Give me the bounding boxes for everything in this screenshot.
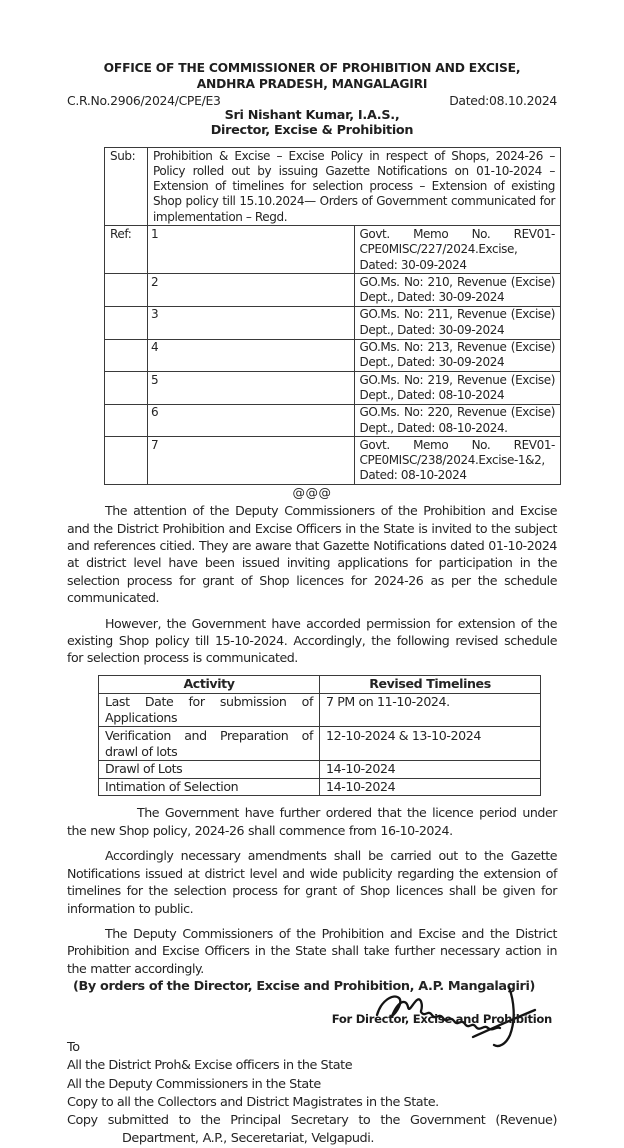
activity-header: Activity bbox=[99, 675, 320, 693]
reference-row bbox=[105, 306, 561, 339]
office-header bbox=[67, 60, 557, 92]
file-number-row bbox=[67, 93, 557, 109]
reference-row bbox=[105, 339, 561, 372]
revised-timelines-header: Revised Timelines bbox=[320, 675, 541, 693]
reference-number: 5 bbox=[148, 372, 355, 405]
reference-text: Govt. Memo No. REV01-CPE0MISC/227/2024.Excise, Dated: 30-09-2024 bbox=[354, 226, 561, 274]
reference-text: GO.Ms. No: 219, Revenue (Excise) Dept., Dated: 08-10-2024 bbox=[354, 372, 561, 405]
addressee-line: Copy to all the Collectors and District Magistrates in the State. bbox=[67, 1094, 439, 1110]
reference-number: 4 bbox=[148, 339, 355, 372]
reference-label-empty bbox=[105, 437, 148, 485]
for-director-line: For Director, Excise and Prohibition bbox=[331, 1012, 552, 1027]
by-orders-line: (By orders of the Director, Excise and Prohibition, A.P. Mangalagiri) bbox=[73, 979, 536, 995]
reference-row bbox=[105, 404, 561, 437]
timeline-cell: 14-10-2024 bbox=[320, 760, 541, 778]
reference-label-empty bbox=[105, 404, 148, 437]
reference-row bbox=[105, 372, 561, 405]
addressees-block bbox=[67, 1039, 557, 1148]
reference-row bbox=[105, 274, 561, 307]
activity-cell: Drawl of Lots bbox=[99, 760, 320, 778]
reference-row bbox=[105, 437, 561, 485]
addressee-line: All the Deputy Commissioners in the State bbox=[67, 1076, 321, 1092]
paragraph-extension-permission: However, the Government have accorded permission for extension of the existing Shop policy till 15-10-2024. Accordingly, the following revised schedule for selection process is communicated. bbox=[67, 615, 557, 666]
reference-number: 7 bbox=[148, 437, 355, 485]
office-title-line2: ANDHRA PRADESH, MANGALAGIRI bbox=[196, 77, 428, 91]
reference-text: GO.Ms. No: 220, Revenue (Excise) Dept., Dated: 08-10-2024. bbox=[354, 404, 561, 437]
timeline-row bbox=[99, 693, 541, 727]
activity-cell: Last Date for submission of Applications bbox=[99, 693, 320, 727]
separator-symbol: @@@ bbox=[292, 485, 332, 501]
reference-number: 2 bbox=[148, 274, 355, 307]
paragraph-necessary-action: The Deputy Commissioners of the Prohibition and Excise and the District Prohibition and Excise Officers in the State shall take further necessary action in the matter accordingly. bbox=[67, 925, 557, 976]
subject-label: Sub: bbox=[105, 148, 148, 226]
officer-name: Sri Nishant Kumar, I.A.S., bbox=[224, 108, 400, 123]
copy-submitted-line: Copy submitted to the Principal Secretary to the Government (Revenue) Department, A.P., Seceretariat, Velgapudi. bbox=[67, 1112, 557, 1147]
officer-block bbox=[67, 109, 557, 138]
reference-label-empty bbox=[105, 372, 148, 405]
timeline-row bbox=[99, 760, 541, 778]
reference-label: Ref: bbox=[105, 226, 148, 274]
paragraph-attention: The attention of the Deputy Commissioners of the Prohibition and Excise and the District Prohibition and Excise Officers in the State is invited to the subject and references citied. They are aware that Gazette Notifications dated 01-10-2024 at district level have been issued inviting applications for participation in the selection process for grant of Shop licences for 2024-26 as per the schedule communicated. bbox=[67, 503, 557, 606]
timeline-cell: 7 PM on 11-10-2024. bbox=[320, 693, 541, 727]
to-label: To bbox=[67, 1040, 80, 1056]
reference-label-empty bbox=[105, 274, 148, 307]
reference-row bbox=[105, 226, 561, 274]
paragraph-licence-period: The Government have further ordered that the licence period under the new Shop policy, 2024-26 shall commence from 16-10-2024. bbox=[67, 805, 557, 838]
activity-cell: Verification and Preparation of drawl of lots bbox=[99, 727, 320, 761]
reference-text: GO.Ms. No: 210, Revenue (Excise) Dept., Dated: 30-09-2024 bbox=[354, 274, 561, 307]
timeline-row bbox=[99, 778, 541, 796]
subject-text: Prohibition & Excise – Excise Policy in respect of Shops, 2024-26 – Policy rolled out by issuing Gazette Notifications on 01-10-2024 –Extension of timelines for selection process – Extension of existing Shop policy till 15.10.2024— Orders of Government communicated for implementation – Regd. bbox=[148, 148, 561, 226]
reference-label-empty bbox=[105, 339, 148, 372]
timeline-header-row bbox=[99, 675, 541, 693]
reference-number: 6 bbox=[148, 404, 355, 437]
reference-text: Govt. Memo No. REV01-CPE0MISC/238/2024.Excise-1&2, Dated: 08-10-2024 bbox=[354, 437, 561, 485]
signature-block bbox=[67, 995, 557, 1039]
timeline-row bbox=[99, 727, 541, 761]
reference-number: 1 bbox=[148, 226, 355, 274]
subject-reference-table bbox=[104, 147, 561, 485]
timeline-cell: 14-10-2024 bbox=[320, 778, 541, 796]
timeline-cell: 12-10-2024 & 13-10-2024 bbox=[320, 727, 541, 761]
revised-timelines-table bbox=[98, 675, 541, 797]
activity-cell: Intimation of Selection bbox=[99, 778, 320, 796]
addressee-line: All the District Proh& Excise officers in the State bbox=[67, 1058, 353, 1074]
file-number: C.R.No.2906/2024/CPE/E3 bbox=[67, 93, 221, 108]
subject-row bbox=[105, 148, 561, 226]
paragraph-amendments: Accordingly necessary amendments shall be carried out to the Gazette Notifications issued at district level and wide publicity regarding the extension of timelines for the selection process for grant of Shop licences shall be given for information to public. bbox=[67, 848, 557, 916]
reference-number: 3 bbox=[148, 306, 355, 339]
officer-designation: Director, Excise & Prohibition bbox=[210, 122, 414, 138]
reference-text: GO.Ms. No: 213, Revenue (Excise) Dept., Dated: 30-09-2024 bbox=[354, 339, 561, 372]
dated-label: Dated:08.10.2024 bbox=[449, 93, 557, 108]
office-title-line1: OFFICE OF THE COMMISSIONER OF PROHIBITION AND EXCISE, bbox=[103, 61, 521, 75]
reference-text: GO.Ms. No: 211, Revenue (Excise) Dept., Dated: 30-09-2024 bbox=[354, 306, 561, 339]
reference-label-empty bbox=[105, 306, 148, 339]
